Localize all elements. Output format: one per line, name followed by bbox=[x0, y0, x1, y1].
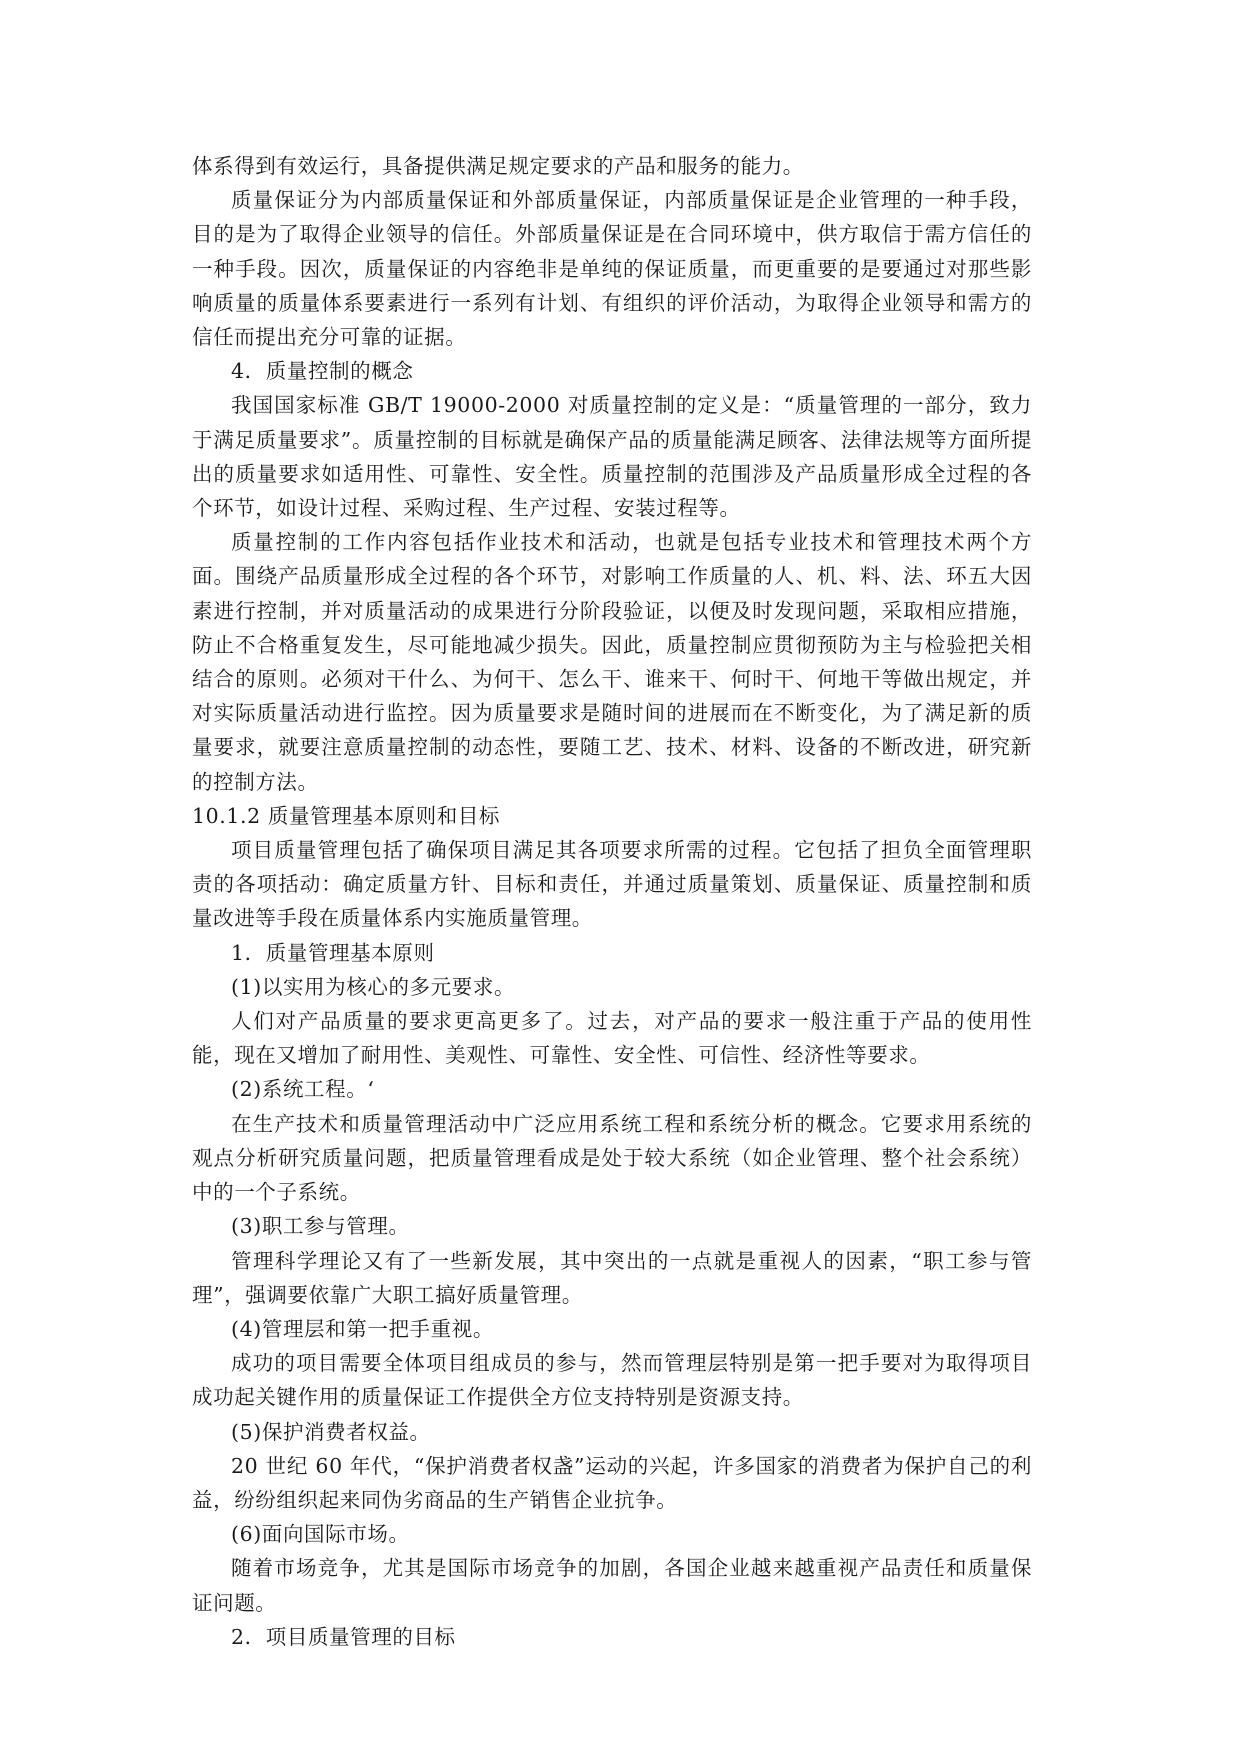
subheading: 2．项目质量管理的目标 bbox=[231, 1624, 456, 1649]
subheading: 4．质量控制的概念 bbox=[231, 359, 414, 384]
list-item-title: (6)面向国际市场。 bbox=[231, 1522, 410, 1547]
list-item-title: (5)保护消费者权益。 bbox=[231, 1419, 431, 1444]
paragraph: 项目质量管理包括了确保项目满足其各项要求所需的过程。它包括了担负全面管理职责的各项括动：确定质量方针、目标和责任，并通过质量策划、质量保证、质量控制和质量改进等手段在质量体系内实施质量管理。 bbox=[192, 838, 1032, 931]
list-item-title: (2)系统工程。‘ bbox=[231, 1077, 375, 1102]
paragraph: 在生产技术和质量管理活动中广泛应用系统工程和系统分析的概念。它要求用系统的观点分析研究质量问题，把质量管理看成是处于较大系统（如企业管理、整个社会系统）中的一个子系统。 bbox=[192, 1111, 1032, 1205]
paragraph: 随着市场竞争，尤其是国际市场竞争的加剧，各国企业越来越重视产品责任和质量保证问题。 bbox=[192, 1556, 1032, 1615]
list-item-title: (3)职工参与管理。 bbox=[231, 1214, 410, 1239]
paragraph: 成功的项目需要全体项目组成员的参与，然而管理层特别是第一把手要对为取得项目成功起关键作用的质量保证工作提供全方位支持特别是资源支持。 bbox=[192, 1351, 1032, 1410]
paragraph: 我国国家标准 GB/T 19000-2000 对质量控制的定义是：“质量管理的一部分，致力于满足质量要求”。质量控制的目标就是确保产品的质量能满足顾客、法律法规等方面所提出的质量要求如适用性、可靠性、安全性。质量控制的范围涉及产品质量形成全过程的各个环节，如设计过程、采购过程、生产过程、安装过程等。 bbox=[192, 393, 1032, 521]
section-heading: 10.1.2 质量管理基本原则和目标 bbox=[192, 803, 501, 828]
paragraph: 质量控制的工作内容包括作业技术和活动，也就是包括专业技术和管理技术两个方面。围绕产品质量形成全过程的各个环节，对影响工作质量的人、机、料、法、环五大因素进行控制，并对质量活动的成果进行分阶段验证，以便及时发现问题，采取相应措施，防止不合格重复发生，尽可能地减少损失。因此，质量控制应贯彻预防为主与检验把关相结合的原则。必须对干什么、为何干、怎么干、谁来干、何时干、何地干等做出规定，并对实际质量活动进行监控。因为质量要求是随时间的进展而在不断变化，为了满足新的质量要求，就要注意质量控制的动态性，要随工艺、技术、材料、设备的不断改进，研究新的控制方法。 bbox=[192, 530, 1032, 794]
paragraph: 管理科学理论又有了一些新发展，其中突出的一点就是重视人的因素，“职工参与管理”，强调要依靠广大职工搞好质量管理。 bbox=[192, 1248, 1032, 1307]
paragraph: 人们对产品质量的要求更高更多了。过去，对产品的要求一般注重于产品的使用性能，现在又增加了耐用性、美观性、可靠性、安全性、可信性、经济性等要求。 bbox=[192, 1009, 1032, 1068]
list-item-title: (1)以实用为核心的多元要求。 bbox=[231, 974, 516, 999]
paragraph: 体系得到有效运行，具备提供满足规定要求的产品和服务的能力。 bbox=[192, 154, 804, 178]
list-item-title: (4)管理层和第一把手重视。 bbox=[231, 1316, 494, 1341]
paragraph: 质量保证分为内部质量保证和外部质量保证，内部质量保证是企业管理的一种手段，目的是为了取得企业领导的信任。外部质量保证是在合同环境中，供方取信于需方信任的一种手段。因次，质量保证的内容绝非是单纯的保证质量，而更重要的是要通过对那些影响质量的质量体系要素进行一系列有计划、有组织的评价活动，为取得企业领导和需方的信任而提出充分可靠的证据。 bbox=[192, 188, 1032, 350]
subheading: 1．质量管理基本原则 bbox=[231, 940, 435, 965]
document-body bbox=[192, 149, 1032, 1654]
paragraph: 20 世纪 60 年代，“保护消费者权盏”运动的兴起，许多国家的消费者为保护自己的利益，纷纷组织起来同伪劣商品的生产销售企业抗争。 bbox=[192, 1453, 1032, 1512]
